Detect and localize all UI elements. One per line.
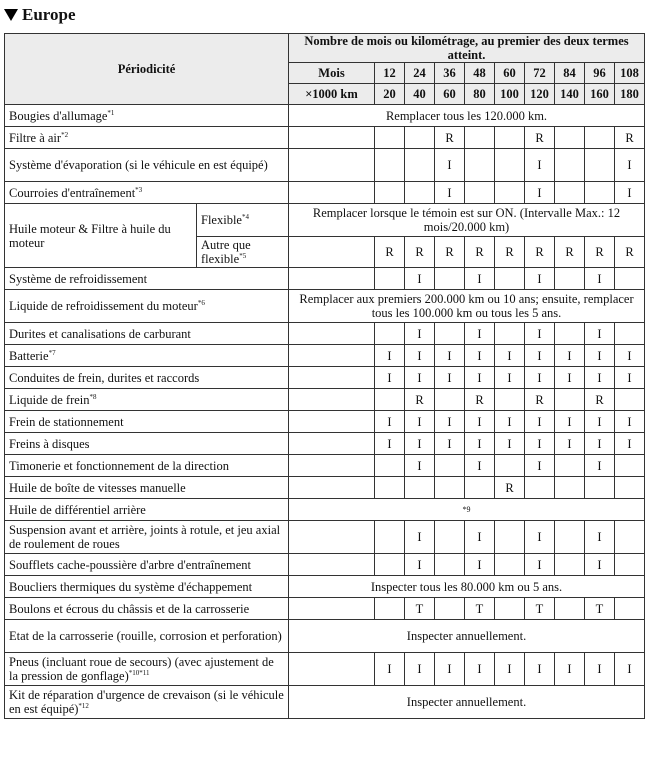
schedule-cell: I — [495, 411, 525, 433]
schedule-cell: I — [375, 367, 405, 389]
schedule-cell — [615, 268, 645, 290]
interval-instruction: Inspecter annuellement. — [289, 686, 645, 719]
km-header-cell: 20 — [375, 84, 405, 105]
schedule-cell — [435, 554, 465, 576]
schedule-cell — [555, 455, 585, 477]
row-label — [5, 598, 289, 620]
row-label — [5, 477, 289, 499]
schedule-cell: I — [405, 345, 435, 367]
spacer-cell — [289, 127, 375, 149]
schedule-cell: I — [405, 323, 435, 345]
schedule-cell: I — [525, 323, 555, 345]
km-header-cell: 120 — [525, 84, 555, 105]
table-row — [5, 268, 645, 290]
spacer-cell — [289, 554, 375, 576]
schedule-cell: I — [555, 433, 585, 455]
schedule-cell: I — [405, 433, 435, 455]
schedule-cell: I — [525, 268, 555, 290]
schedule-cell — [525, 477, 555, 499]
schedule-cell — [495, 389, 525, 411]
schedule-cell: I — [405, 554, 435, 576]
row-label-text: Frein de stationnement — [9, 414, 124, 429]
schedule-cell — [405, 127, 435, 149]
schedule-cell: I — [435, 411, 465, 433]
table-row — [5, 499, 645, 521]
schedule-cell: R — [555, 237, 585, 268]
row-label-text: Bougies d'allumage — [9, 108, 108, 123]
table-row — [5, 127, 645, 149]
schedule-cell — [495, 323, 525, 345]
row-label — [197, 204, 289, 237]
maintenance-table — [4, 33, 645, 719]
row-label — [5, 620, 289, 653]
schedule-cell — [495, 127, 525, 149]
table-row — [5, 521, 645, 554]
row-label — [5, 433, 289, 455]
spacer-cell — [289, 389, 375, 411]
schedule-cell: R — [615, 237, 645, 268]
schedule-cell — [615, 455, 645, 477]
schedule-cell: I — [525, 433, 555, 455]
schedule-cell — [495, 182, 525, 204]
spacer-cell — [289, 149, 375, 182]
schedule-cell — [465, 149, 495, 182]
km-header-cell: 180 — [615, 84, 645, 105]
table-row — [5, 455, 645, 477]
schedule-cell — [495, 149, 525, 182]
schedule-cell: I — [585, 323, 615, 345]
schedule-cell — [435, 521, 465, 554]
month-header-cell: 12 — [375, 63, 405, 84]
table-row — [5, 477, 645, 499]
schedule-cell: I — [585, 268, 615, 290]
schedule-cell: I — [585, 455, 615, 477]
footnote-marker: *1 — [107, 108, 115, 117]
row-label — [5, 182, 289, 204]
row-label — [5, 686, 289, 719]
schedule-cell: T — [585, 598, 615, 620]
row-label — [5, 367, 289, 389]
schedule-cell: I — [615, 653, 645, 686]
month-header-cell: 48 — [465, 63, 495, 84]
schedule-cell: I — [615, 345, 645, 367]
table-row — [5, 686, 645, 719]
row-label-text: Etat de la carrosserie (rouille, corrosion et perforation) — [9, 629, 282, 643]
schedule-cell: I — [495, 367, 525, 389]
schedule-cell — [495, 455, 525, 477]
schedule-cell: I — [435, 367, 465, 389]
schedule-cell — [585, 477, 615, 499]
row-label — [197, 237, 289, 268]
section-heading — [4, 2, 76, 28]
row-label-text: Boulons et écrous du châssis et de la carrosserie — [9, 601, 250, 616]
schedule-cell — [375, 268, 405, 290]
schedule-cell: I — [585, 345, 615, 367]
km-label: ×1000 km — [289, 84, 375, 105]
row-label-text: Kit de réparation d'urgence de crevaison (si le véhicule en est équipé) — [9, 688, 284, 716]
schedule-cell — [375, 182, 405, 204]
schedule-cell — [615, 389, 645, 411]
schedule-cell — [555, 323, 585, 345]
schedule-cell — [555, 127, 585, 149]
schedule-cell — [555, 389, 585, 411]
footnote-marker: *8 — [89, 392, 97, 401]
km-header-cell: 160 — [585, 84, 615, 105]
spacer-cell — [289, 598, 375, 620]
schedule-cell: I — [585, 411, 615, 433]
schedule-cell: I — [375, 411, 405, 433]
table-row — [5, 149, 645, 182]
row-label-text: Flexible — [201, 213, 242, 227]
schedule-cell: R — [435, 237, 465, 268]
row-label — [5, 389, 289, 411]
schedule-cell — [495, 598, 525, 620]
table-row — [5, 323, 645, 345]
row-label-text: Système d'évaporation (si le véhicule en est équipé) — [9, 158, 268, 172]
schedule-cell — [435, 598, 465, 620]
schedule-cell — [615, 598, 645, 620]
schedule-cell — [495, 268, 525, 290]
interval-instruction: Remplacer tous les 120.000 km. — [289, 105, 645, 127]
schedule-cell: I — [615, 182, 645, 204]
schedule-cell — [465, 182, 495, 204]
schedule-cell — [405, 182, 435, 204]
schedule-cell: I — [615, 411, 645, 433]
schedule-cell — [435, 389, 465, 411]
schedule-cell: R — [405, 237, 435, 268]
schedule-cell — [585, 127, 615, 149]
schedule-cell: T — [405, 598, 435, 620]
section-title: Europe — [22, 5, 76, 24]
schedule-cell — [555, 268, 585, 290]
row-label — [5, 204, 197, 268]
schedule-cell — [375, 127, 405, 149]
schedule-cell: I — [555, 367, 585, 389]
schedule-cell: R — [465, 389, 495, 411]
footnote-marker: *2 — [61, 130, 69, 139]
spacer-cell — [289, 268, 375, 290]
spacer-cell — [289, 653, 375, 686]
row-label-text: Huile de boîte de vitesses manuelle — [9, 480, 186, 495]
schedule-cell: I — [405, 268, 435, 290]
row-label — [5, 105, 289, 127]
month-header-cell: 36 — [435, 63, 465, 84]
table-row — [5, 554, 645, 576]
table-row — [5, 389, 645, 411]
schedule-cell: I — [435, 182, 465, 204]
schedule-cell: I — [495, 345, 525, 367]
month-header-cell: 72 — [525, 63, 555, 84]
row-label — [5, 554, 289, 576]
km-header-cell: 80 — [465, 84, 495, 105]
schedule-cell — [495, 521, 525, 554]
schedule-cell: I — [465, 367, 495, 389]
schedule-cell: I — [525, 653, 555, 686]
month-header-cell: 108 — [615, 63, 645, 84]
schedule-cell: I — [525, 345, 555, 367]
schedule-cell — [375, 477, 405, 499]
table-row — [5, 598, 645, 620]
schedule-cell: I — [465, 411, 495, 433]
schedule-cell: I — [615, 149, 645, 182]
footnote-marker: *5 — [239, 251, 247, 260]
schedule-cell: T — [465, 598, 495, 620]
schedule-cell: I — [465, 323, 495, 345]
schedule-cell: I — [465, 433, 495, 455]
schedule-cell: I — [615, 433, 645, 455]
table-row — [5, 620, 645, 653]
schedule-cell — [615, 477, 645, 499]
schedule-cell — [555, 182, 585, 204]
row-label — [5, 290, 289, 323]
schedule-cell: I — [375, 345, 405, 367]
table-row — [5, 367, 645, 389]
schedule-cell — [555, 477, 585, 499]
schedule-cell: I — [405, 521, 435, 554]
interval-instruction: Inspecter tous les 80.000 km ou 5 ans. — [289, 576, 645, 598]
row-label-text: Liquide de frein — [9, 392, 90, 407]
schedule-cell: I — [375, 433, 405, 455]
table-row — [5, 345, 645, 367]
schedule-cell: R — [495, 237, 525, 268]
schedule-cell — [555, 149, 585, 182]
schedule-cell: I — [405, 411, 435, 433]
row-label — [5, 455, 289, 477]
spacer-cell — [289, 477, 375, 499]
spacer-cell — [289, 455, 375, 477]
row-label-text: Système de refroidissement — [9, 271, 148, 286]
row-label-text: Filtre à air — [9, 130, 62, 145]
schedule-cell: I — [585, 653, 615, 686]
spacer-cell — [289, 433, 375, 455]
schedule-cell: I — [585, 554, 615, 576]
table-row — [5, 653, 645, 686]
schedule-cell: I — [495, 653, 525, 686]
schedule-cell: R — [525, 389, 555, 411]
spacer-cell — [289, 345, 375, 367]
schedule-cell: I — [555, 653, 585, 686]
table-row — [5, 290, 645, 323]
interval-instruction: Inspecter annuellement. — [289, 620, 645, 653]
row-label-text: Autre que flexible — [201, 238, 251, 266]
table-row — [5, 105, 645, 127]
km-header-cell: 100 — [495, 84, 525, 105]
schedule-cell: R — [585, 389, 615, 411]
schedule-cell — [375, 554, 405, 576]
schedule-cell: I — [555, 345, 585, 367]
schedule-cell: I — [495, 433, 525, 455]
spacer-cell — [289, 237, 375, 268]
schedule-cell: I — [525, 149, 555, 182]
row-label — [5, 576, 289, 598]
schedule-cell: I — [405, 367, 435, 389]
schedule-cell: R — [525, 127, 555, 149]
schedule-cell: I — [525, 521, 555, 554]
row-label — [5, 499, 289, 521]
schedule-cell: I — [465, 455, 495, 477]
schedule-cell — [465, 127, 495, 149]
spacer-cell — [289, 367, 375, 389]
row-label — [5, 323, 289, 345]
schedule-cell: R — [495, 477, 525, 499]
spacer-cell — [289, 323, 375, 345]
row-label-text: Batterie — [9, 348, 49, 363]
footnote-marker: *10*11 — [128, 668, 150, 677]
schedule-cell — [435, 477, 465, 499]
row-label — [5, 345, 289, 367]
schedule-cell — [615, 323, 645, 345]
row-label — [5, 127, 289, 149]
row-label-text: Pneus (incluant roue de secours) (avec ajustement de la pression de gonflage) — [9, 655, 274, 683]
schedule-cell — [375, 521, 405, 554]
row-label-text: Freins à disques — [9, 436, 90, 451]
schedule-cell — [555, 598, 585, 620]
schedule-cell: T — [525, 598, 555, 620]
spacer-cell — [289, 411, 375, 433]
schedule-cell — [375, 598, 405, 620]
schedule-cell: I — [435, 149, 465, 182]
schedule-cell: I — [465, 345, 495, 367]
schedule-cell — [615, 554, 645, 576]
schedule-cell — [375, 323, 405, 345]
schedule-cell: R — [465, 237, 495, 268]
interval-instruction: *9 — [289, 499, 645, 521]
table-row — [5, 411, 645, 433]
schedule-cell: I — [465, 554, 495, 576]
row-label-text: Suspension avant et arrière, joints à rotule, et jeu axial de roulement de roues — [9, 523, 281, 551]
interval-instruction: Remplacer aux premiers 200.000 km ou 10 ans; ensuite, remplacer tous les 100.000 km ou tous les 5 ans. — [289, 290, 645, 323]
schedule-cell: I — [435, 345, 465, 367]
footnote-marker: *4 — [241, 212, 249, 221]
schedule-cell: R — [435, 127, 465, 149]
row-label — [5, 411, 289, 433]
schedule-cell — [375, 389, 405, 411]
schedule-cell — [405, 149, 435, 182]
periodicity-header: Périodicité — [5, 34, 289, 105]
footnote-marker: *6 — [197, 298, 205, 307]
row-label-text: Durites et canalisations de carburant — [9, 326, 191, 341]
schedule-cell — [435, 268, 465, 290]
schedule-cell: I — [435, 433, 465, 455]
interval-header: Nombre de mois ou kilométrage, au premier des deux termes atteint. — [289, 34, 645, 63]
km-header-cell: 40 — [405, 84, 435, 105]
table-row — [5, 182, 645, 204]
schedule-cell: I — [465, 268, 495, 290]
schedule-cell — [615, 521, 645, 554]
schedule-cell: R — [375, 237, 405, 268]
row-label-text: Huile moteur & Filtre à huile du moteur — [9, 221, 171, 250]
schedule-cell: I — [615, 367, 645, 389]
schedule-cell: I — [525, 182, 555, 204]
schedule-cell — [405, 477, 435, 499]
triangle-down-icon — [4, 9, 18, 21]
row-label-text: Boucliers thermiques du système d'échappement — [9, 579, 253, 594]
row-label — [5, 149, 289, 182]
schedule-cell — [375, 455, 405, 477]
footnote-marker: *7 — [48, 348, 56, 357]
row-label-text: Liquide de refroidissement du moteur — [9, 299, 198, 313]
schedule-cell: I — [525, 554, 555, 576]
schedule-cell: I — [585, 367, 615, 389]
table-row — [5, 204, 645, 237]
spacer-cell — [289, 182, 375, 204]
row-label — [5, 268, 289, 290]
month-header-cell: 84 — [555, 63, 585, 84]
schedule-cell — [435, 455, 465, 477]
month-header-cell: 24 — [405, 63, 435, 84]
schedule-cell: I — [435, 653, 465, 686]
row-label-text: Huile de différentiel arrière — [9, 502, 146, 517]
schedule-cell: I — [525, 455, 555, 477]
schedule-cell: I — [465, 521, 495, 554]
row-label-text: Courroies d'entraînement — [9, 185, 136, 200]
schedule-cell — [585, 149, 615, 182]
month-header-cell: 96 — [585, 63, 615, 84]
km-header-cell: 60 — [435, 84, 465, 105]
schedule-cell: I — [585, 433, 615, 455]
month-header-cell: 60 — [495, 63, 525, 84]
table-row — [5, 433, 645, 455]
schedule-cell — [495, 554, 525, 576]
schedule-cell: I — [555, 411, 585, 433]
schedule-cell: R — [405, 389, 435, 411]
km-header-cell: 140 — [555, 84, 585, 105]
schedule-cell — [435, 323, 465, 345]
spacer-cell — [289, 521, 375, 554]
row-label-text: Conduites de frein, durites et raccords — [9, 370, 200, 385]
schedule-cell: R — [525, 237, 555, 268]
schedule-cell: I — [405, 653, 435, 686]
schedule-cell: I — [525, 367, 555, 389]
row-label-text: Soufflets cache-poussière d'arbre d'entraînement — [9, 557, 252, 572]
schedule-cell: I — [375, 653, 405, 686]
row-label — [5, 521, 289, 554]
schedule-cell — [375, 149, 405, 182]
schedule-cell: I — [525, 411, 555, 433]
schedule-cell — [555, 554, 585, 576]
footnote-marker: *12 — [78, 701, 89, 710]
schedule-cell: I — [465, 653, 495, 686]
table-row — [5, 576, 645, 598]
footnote-marker: *3 — [135, 185, 143, 194]
schedule-cell: R — [615, 127, 645, 149]
row-label — [5, 653, 289, 686]
interval-instruction: Remplacer lorsque le témoin est sur ON. (Intervalle Max.: 12 mois/20.000 km) — [289, 204, 645, 237]
row-label-text: Timonerie et fonctionnement de la direction — [9, 458, 229, 473]
schedule-cell — [465, 477, 495, 499]
schedule-cell — [585, 182, 615, 204]
schedule-cell: R — [585, 237, 615, 268]
months-label: Mois — [289, 63, 375, 84]
schedule-cell — [555, 521, 585, 554]
schedule-cell: I — [585, 521, 615, 554]
schedule-cell: I — [405, 455, 435, 477]
